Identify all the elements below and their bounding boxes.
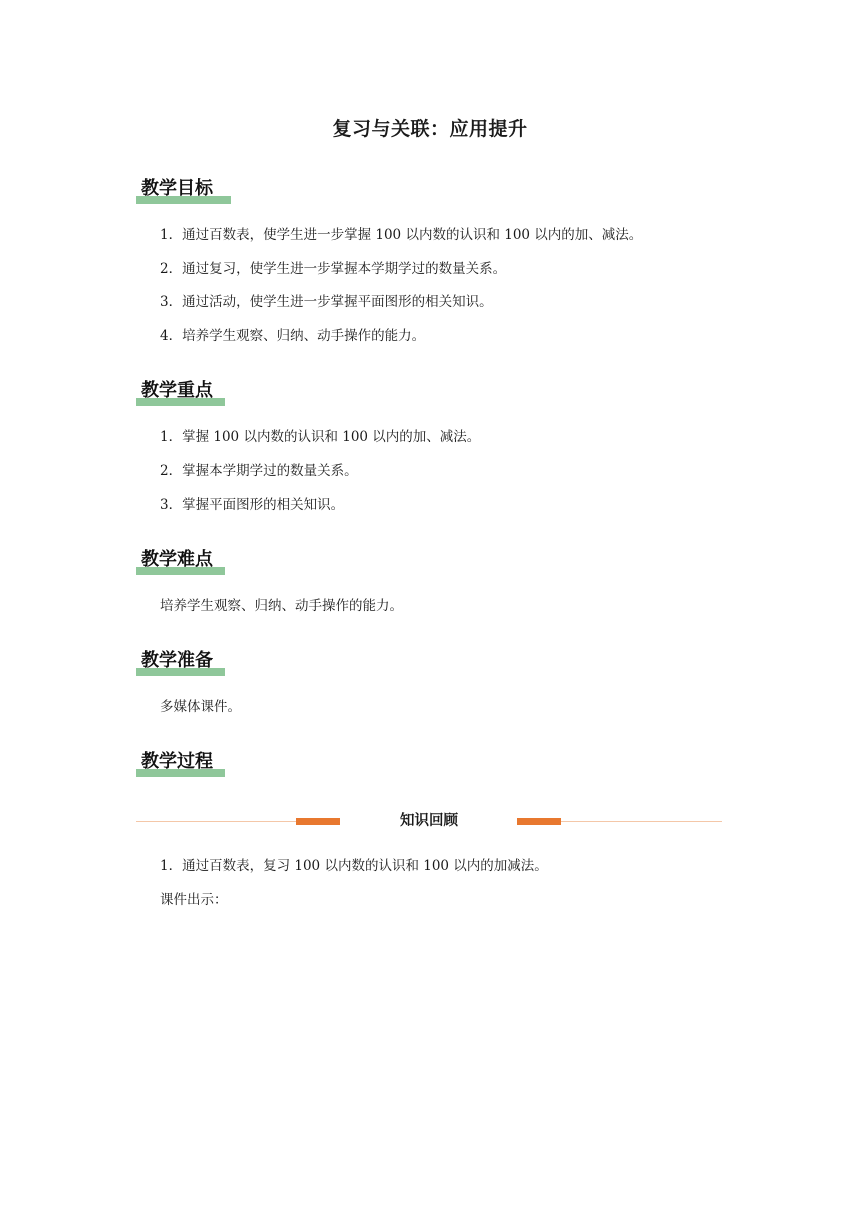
divider-label: 知识回顾 bbox=[400, 813, 458, 829]
section-heading-label: 教学重点 bbox=[141, 380, 213, 401]
preparation-text: 多媒体课件。 bbox=[160, 699, 241, 715]
objective-item: 1．通过百数表，使学生进一步掌握 100 以内数的认识和 100 以内的加、减法。 bbox=[160, 227, 643, 243]
key-point-item: 3．掌握平面图形的相关知识。 bbox=[160, 497, 345, 513]
section-heading-label: 教学难点 bbox=[141, 549, 213, 570]
objective-item: 2．通过复习，使学生进一步掌握本学期学过的数量关系。 bbox=[160, 261, 507, 277]
section-heading-label: 教学目标 bbox=[141, 178, 213, 199]
section-heading-label: 教学准备 bbox=[141, 650, 213, 671]
process-item: 1．通过百数表，复习 100 以内数的认识和 100 以内的加减法。 bbox=[160, 858, 548, 874]
divider-line-right bbox=[561, 821, 722, 822]
key-point-item: 1．掌握 100 以内数的认识和 100 以内的加、减法。 bbox=[160, 429, 481, 445]
key-point-item: 2．掌握本学期学过的数量关系。 bbox=[160, 463, 358, 479]
section-heading-process bbox=[136, 751, 213, 777]
section-divider bbox=[136, 812, 722, 832]
section-heading-preparation bbox=[136, 650, 213, 676]
section-heading-key-points bbox=[136, 380, 213, 406]
document-title: 复习与关联：应用提升 bbox=[332, 118, 528, 140]
objective-item: 3．通过活动，使学生进一步掌握平面图形的相关知识。 bbox=[160, 294, 493, 310]
section-heading-objectives bbox=[136, 178, 213, 204]
divider-accent-right bbox=[517, 818, 561, 825]
process-item: 课件出示： bbox=[160, 892, 228, 908]
section-heading-label: 教学过程 bbox=[141, 751, 213, 772]
objective-item: 4．培养学生观察、归纳、动手操作的能力。 bbox=[160, 328, 426, 344]
section-heading-difficulties bbox=[136, 549, 213, 575]
difficulty-text: 培养学生观察、归纳、动手操作的能力。 bbox=[160, 598, 403, 614]
